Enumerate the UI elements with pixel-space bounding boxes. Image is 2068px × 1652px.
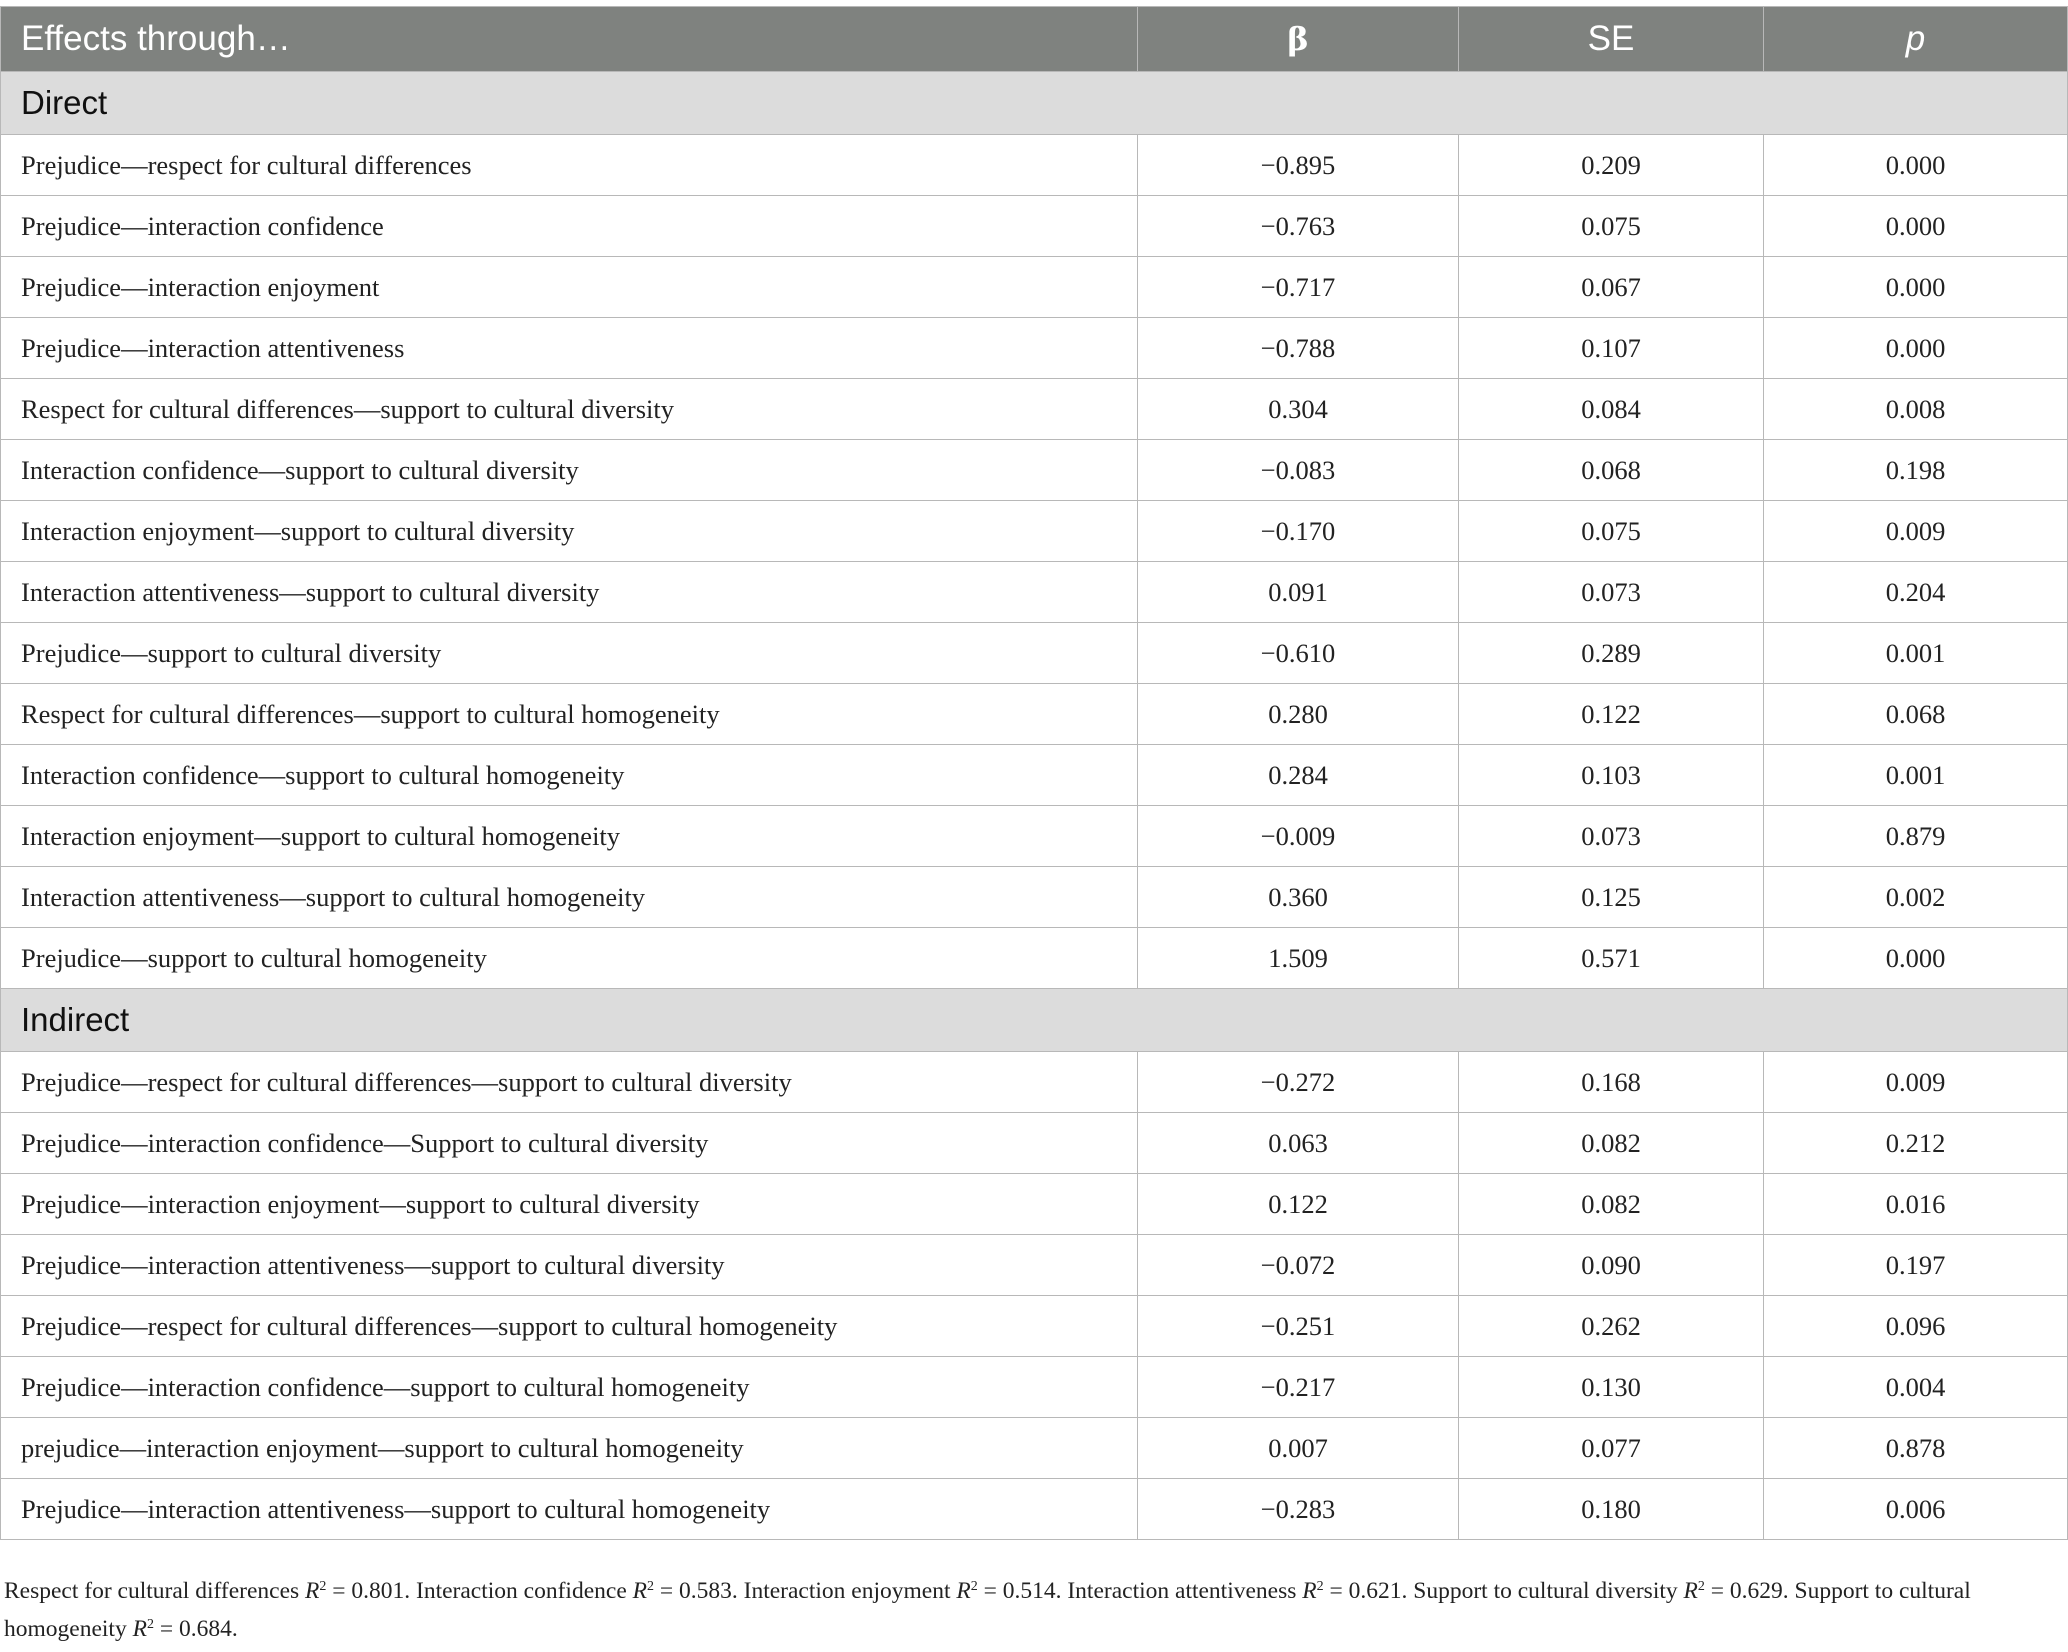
p-value-cell: 0.004 xyxy=(1764,1357,2068,1418)
effect-path-cell: Prejudice—respect for cultural differences xyxy=(1,135,1138,196)
beta-cell: −0.009 xyxy=(1138,806,1459,867)
table-row xyxy=(1,135,2068,196)
table-row xyxy=(1,1052,2068,1113)
p-value-cell: 0.016 xyxy=(1764,1174,2068,1235)
table-row xyxy=(1,1296,2068,1357)
se-cell: 0.075 xyxy=(1459,501,1764,562)
beta-cell: −0.251 xyxy=(1138,1296,1459,1357)
effect-path-cell: Interaction confidence—support to cultural homogeneity xyxy=(1,745,1138,806)
beta-cell: 0.007 xyxy=(1138,1418,1459,1479)
beta-cell: 0.091 xyxy=(1138,562,1459,623)
footnote-value: 0.621 xyxy=(1348,1578,1402,1604)
p-value-cell: 0.000 xyxy=(1764,257,2068,318)
se-cell: 0.262 xyxy=(1459,1296,1764,1357)
se-cell: 0.130 xyxy=(1459,1357,1764,1418)
effect-path-cell: Prejudice—support to cultural homogeneity xyxy=(1,928,1138,989)
r-squared-exponent: 2 xyxy=(646,1579,654,1594)
p-value-cell: 0.878 xyxy=(1764,1418,2068,1479)
effect-path-cell: Prejudice—interaction attentiveness xyxy=(1,318,1138,379)
beta-cell: −0.895 xyxy=(1138,135,1459,196)
effect-path-cell: Prejudice—interaction attentiveness—support to cultural homogeneity xyxy=(1,1479,1138,1540)
se-cell: 0.077 xyxy=(1459,1418,1764,1479)
table-row xyxy=(1,684,2068,745)
effects-table xyxy=(0,6,2068,1540)
footnote-label: Interaction confidence xyxy=(416,1578,627,1604)
section-title: Direct xyxy=(1,72,2068,135)
p-value-cell: 0.068 xyxy=(1764,684,2068,745)
beta-cell: 0.122 xyxy=(1138,1174,1459,1235)
section-row xyxy=(1,989,2068,1052)
effect-path-cell: Prejudice—respect for cultural differences—support to cultural diversity xyxy=(1,1052,1138,1113)
footnote-label: Support to cultural homogeneity xyxy=(4,1578,1971,1642)
table-row xyxy=(1,562,2068,623)
p-value-cell: 0.000 xyxy=(1764,318,2068,379)
p-value-cell: 0.197 xyxy=(1764,1235,2068,1296)
p-value-cell: 0.879 xyxy=(1764,806,2068,867)
se-cell: 0.082 xyxy=(1459,1113,1764,1174)
table-row xyxy=(1,1418,2068,1479)
effect-path-cell: Prejudice—respect for cultural differences—support to cultural homogeneity xyxy=(1,1296,1138,1357)
header-effects: Effects through… xyxy=(1,7,1138,72)
table-row xyxy=(1,1113,2068,1174)
footnote-value: 0.629 xyxy=(1729,1578,1783,1604)
effect-path-cell: Respect for cultural differences—support to cultural homogeneity xyxy=(1,684,1138,745)
p-value-cell: 0.001 xyxy=(1764,623,2068,684)
beta-cell: 0.063 xyxy=(1138,1113,1459,1174)
effect-path-cell: Interaction enjoyment—support to cultural homogeneity xyxy=(1,806,1138,867)
footnote-label: Support to cultural diversity xyxy=(1413,1578,1678,1604)
beta-cell: −0.788 xyxy=(1138,318,1459,379)
se-cell: 0.571 xyxy=(1459,928,1764,989)
se-cell: 0.180 xyxy=(1459,1479,1764,1540)
p-value-cell: 0.198 xyxy=(1764,440,2068,501)
p-value-cell: 0.000 xyxy=(1764,135,2068,196)
section-row xyxy=(1,72,2068,135)
se-cell: 0.090 xyxy=(1459,1235,1764,1296)
se-cell: 0.073 xyxy=(1459,562,1764,623)
beta-cell: −0.272 xyxy=(1138,1052,1459,1113)
effect-path-cell: Prejudice—interaction confidence xyxy=(1,196,1138,257)
beta-cell: −0.217 xyxy=(1138,1357,1459,1418)
effect-path-cell: Interaction attentiveness—support to cultural diversity xyxy=(1,562,1138,623)
p-value-cell: 0.001 xyxy=(1764,745,2068,806)
footnote-label: Interaction enjoyment xyxy=(743,1578,951,1604)
se-cell: 0.073 xyxy=(1459,806,1764,867)
table-row xyxy=(1,623,2068,684)
r-squared-symbol: R xyxy=(1302,1578,1317,1604)
p-value-cell: 0.008 xyxy=(1764,379,2068,440)
table-row xyxy=(1,867,2068,928)
header-beta: β xyxy=(1138,7,1459,72)
r-squared-symbol: R xyxy=(1683,1578,1698,1604)
table-row xyxy=(1,1174,2068,1235)
effect-path-cell: Prejudice—interaction confidence—support to cultural homogeneity xyxy=(1,1357,1138,1418)
r-squared-exponent: 2 xyxy=(970,1579,978,1594)
se-cell: 0.107 xyxy=(1459,318,1764,379)
table-row xyxy=(1,1357,2068,1418)
r-squared-symbol: R xyxy=(132,1616,147,1642)
se-cell: 0.125 xyxy=(1459,867,1764,928)
table-row xyxy=(1,318,2068,379)
beta-cell: −0.170 xyxy=(1138,501,1459,562)
table-row xyxy=(1,501,2068,562)
p-value-cell: 0.009 xyxy=(1764,501,2068,562)
table-row xyxy=(1,379,2068,440)
effect-path-cell: Prejudice—interaction attentiveness—support to cultural diversity xyxy=(1,1235,1138,1296)
effect-path-cell: Interaction attentiveness—support to cultural homogeneity xyxy=(1,867,1138,928)
effect-path-cell: Prejudice—interaction confidence—Support to cultural diversity xyxy=(1,1113,1138,1174)
effect-path-cell: Prejudice—support to cultural diversity xyxy=(1,623,1138,684)
se-cell: 0.068 xyxy=(1459,440,1764,501)
p-value-cell: 0.006 xyxy=(1764,1479,2068,1540)
table-footnote: Respect for cultural differences $R^2 = 0.801$. Interaction confidence $R^2 = 0.583$. Interaction enjoyment $R^2 = 0.514$. Interaction attentiveness $R^2 = 0.621$. Support to cultural diversity $R^2 = 0.629$. Support to cultural homogeneity $R^2 = 0.684$. xyxy=(4,1578,1971,1642)
se-cell: 0.067 xyxy=(1459,257,1764,318)
se-cell: 0.084 xyxy=(1459,379,1764,440)
header-se: SE xyxy=(1459,7,1764,72)
table-row xyxy=(1,440,2068,501)
se-cell: 0.075 xyxy=(1459,196,1764,257)
table-row xyxy=(1,1479,2068,1540)
beta-cell: −0.083 xyxy=(1138,440,1459,501)
effect-path-cell: Prejudice—interaction enjoyment xyxy=(1,257,1138,318)
p-value-cell: 0.009 xyxy=(1764,1052,2068,1113)
r-squared-symbol: R xyxy=(956,1578,971,1604)
p-value-cell: 0.212 xyxy=(1764,1113,2068,1174)
footnote-value: 0.684 xyxy=(178,1616,232,1642)
table-row xyxy=(1,196,2068,257)
beta-cell: −0.072 xyxy=(1138,1235,1459,1296)
r-squared-exponent: 2 xyxy=(1316,1579,1324,1594)
se-cell: 0.209 xyxy=(1459,135,1764,196)
table-row xyxy=(1,745,2068,806)
footnote-label: Respect for cultural differences xyxy=(4,1578,300,1604)
p-value-cell: 0.000 xyxy=(1764,928,2068,989)
effect-path-cell: Respect for cultural differences—support to cultural diversity xyxy=(1,379,1138,440)
se-cell: 0.103 xyxy=(1459,745,1764,806)
effect-path-cell: Interaction confidence—support to cultural diversity xyxy=(1,440,1138,501)
effect-path-cell: Prejudice—interaction enjoyment—support to cultural diversity xyxy=(1,1174,1138,1235)
se-cell: 0.082 xyxy=(1459,1174,1764,1235)
beta-cell: −0.610 xyxy=(1138,623,1459,684)
p-value-cell: 0.000 xyxy=(1764,196,2068,257)
r-squared-exponent: 2 xyxy=(146,1617,154,1632)
beta-cell: −0.717 xyxy=(1138,257,1459,318)
p-value-cell: 0.002 xyxy=(1764,867,2068,928)
footnote-value: 0.583 xyxy=(679,1578,732,1604)
r-squared-exponent: 2 xyxy=(1697,1579,1705,1594)
table-row xyxy=(1,257,2068,318)
se-cell: 0.168 xyxy=(1459,1052,1764,1113)
table-body xyxy=(1,72,2068,1540)
p-value-cell: 0.204 xyxy=(1764,562,2068,623)
se-cell: 0.122 xyxy=(1459,684,1764,745)
header-p: p xyxy=(1764,7,2068,72)
table-row xyxy=(1,928,2068,989)
footnote-value: 0.514 xyxy=(1002,1578,1056,1604)
effect-path-cell: prejudice—interaction enjoyment—support to cultural homogeneity xyxy=(1,1418,1138,1479)
header-row xyxy=(1,7,2068,72)
beta-cell: 0.360 xyxy=(1138,867,1459,928)
beta-cell: −0.763 xyxy=(1138,196,1459,257)
r-squared-exponent: 2 xyxy=(319,1579,327,1594)
r-squared-symbol: R xyxy=(305,1578,320,1604)
beta-cell: 0.280 xyxy=(1138,684,1459,745)
se-cell: 0.289 xyxy=(1459,623,1764,684)
table-container xyxy=(0,6,2068,1540)
footnote-value: 0.801 xyxy=(351,1578,405,1604)
beta-cell: 1.509 xyxy=(1138,928,1459,989)
footnote-label: Interaction attentiveness xyxy=(1067,1578,1297,1604)
table-row xyxy=(1,806,2068,867)
effect-path-cell: Interaction enjoyment—support to cultural diversity xyxy=(1,501,1138,562)
table-row xyxy=(1,1235,2068,1296)
r-squared-symbol: R xyxy=(632,1578,647,1604)
beta-cell: 0.284 xyxy=(1138,745,1459,806)
beta-cell: 0.304 xyxy=(1138,379,1459,440)
beta-cell: −0.283 xyxy=(1138,1479,1459,1540)
p-value-cell: 0.096 xyxy=(1764,1296,2068,1357)
section-title: Indirect xyxy=(1,989,2068,1052)
